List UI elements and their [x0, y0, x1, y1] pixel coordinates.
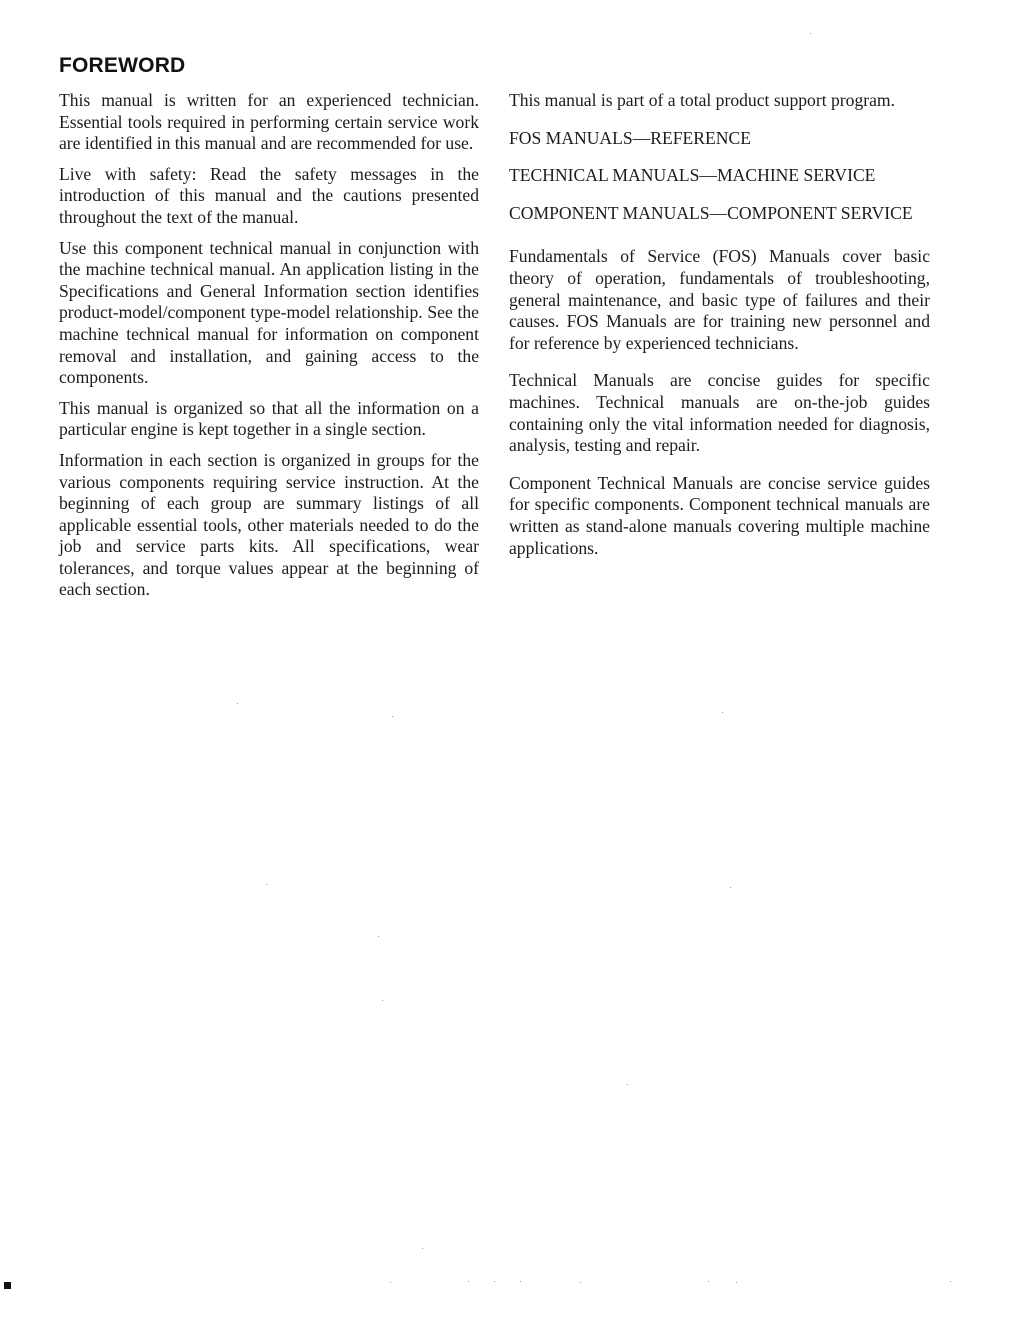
scan-speck — [237, 703, 238, 704]
scan-speck — [382, 1000, 383, 1001]
manual-type-component: COMPONENT MANUALS—COMPONENT SERVICE — [509, 202, 913, 223]
manual-type-fos: FOS MANUALS—REFERENCE — [509, 127, 751, 148]
scan-speck — [494, 1281, 495, 1282]
right-column — [509, 90, 930, 559]
scan-speck — [580, 1282, 581, 1283]
scan-speck — [736, 1282, 737, 1283]
scan-speck — [627, 1084, 628, 1085]
paragraph-component-manuals: Component Technical Manuals are concise service guides for specific components. Component technical manuals are written as stand-alone manuals covering multiple machine applications. — [509, 472, 930, 558]
scan-speck — [468, 1281, 469, 1282]
scan-speck — [378, 936, 379, 937]
scan-speck — [722, 712, 723, 713]
scan-speck — [520, 1281, 521, 1282]
scan-speck — [392, 716, 393, 717]
page-title: FOREWORD — [59, 54, 186, 77]
paragraph-safety: Live with safety: Read the safety messages in the introduction of this manual and the cautions presented throughout the text of the manual. — [59, 163, 479, 227]
paragraph-technical-manuals: Technical Manuals are concise guides for specific machines. Technical manuals are on-the-job guides containing only the vital information needed for diagnosis, analysis, testing and repair. — [509, 370, 930, 456]
scan-speck — [950, 1281, 951, 1282]
scan-speck — [266, 884, 267, 885]
scan-speck — [810, 33, 811, 34]
paragraph-support-program: This manual is part of a total product support program. — [509, 90, 895, 110]
paragraph-fos-manuals: Fundamentals of Service (FOS) Manuals cover basic theory of operation, fundamentals of troubleshooting, general maintenance, and basic type of failures and their causes. FOS Manuals are for training new personnel and for reference by experienced technicians. — [509, 246, 930, 353]
scan-speck — [390, 1282, 391, 1283]
paragraph-usage: Use this component technical manual in conjunction with the machine technical manual. An application listing in the Specifications and General Information section identifies product-model/component type-model relationship. See the machine technical manual for information on component removal and installation, and gaining access to the components. — [59, 237, 479, 388]
left-column — [59, 90, 479, 601]
paragraph-section-info: Information in each section is organized in groups for the various components requiring service instruction. At the beginning of each group are summary listings of all applicable essential tools, other materials needed to do the job and service parts kits. All specifications, wear tolerances, and torque values appear at the beginning of each section. — [59, 449, 479, 600]
scan-speck — [730, 887, 731, 888]
scan-speck — [708, 1281, 709, 1282]
paragraph-organization: This manual is organized so that all the information on a particular engine is kept together in a single section. — [59, 397, 479, 440]
paragraph-audience: This manual is written for an experienced technician. Essential tools required in performing certain service work are identified in this manual and are recommended for use. — [59, 90, 479, 154]
scan-registration-mark — [4, 1282, 11, 1289]
manual-type-technical: TECHNICAL MANUALS—MACHINE SERVICE — [509, 165, 876, 186]
scan-speck — [422, 1248, 423, 1249]
